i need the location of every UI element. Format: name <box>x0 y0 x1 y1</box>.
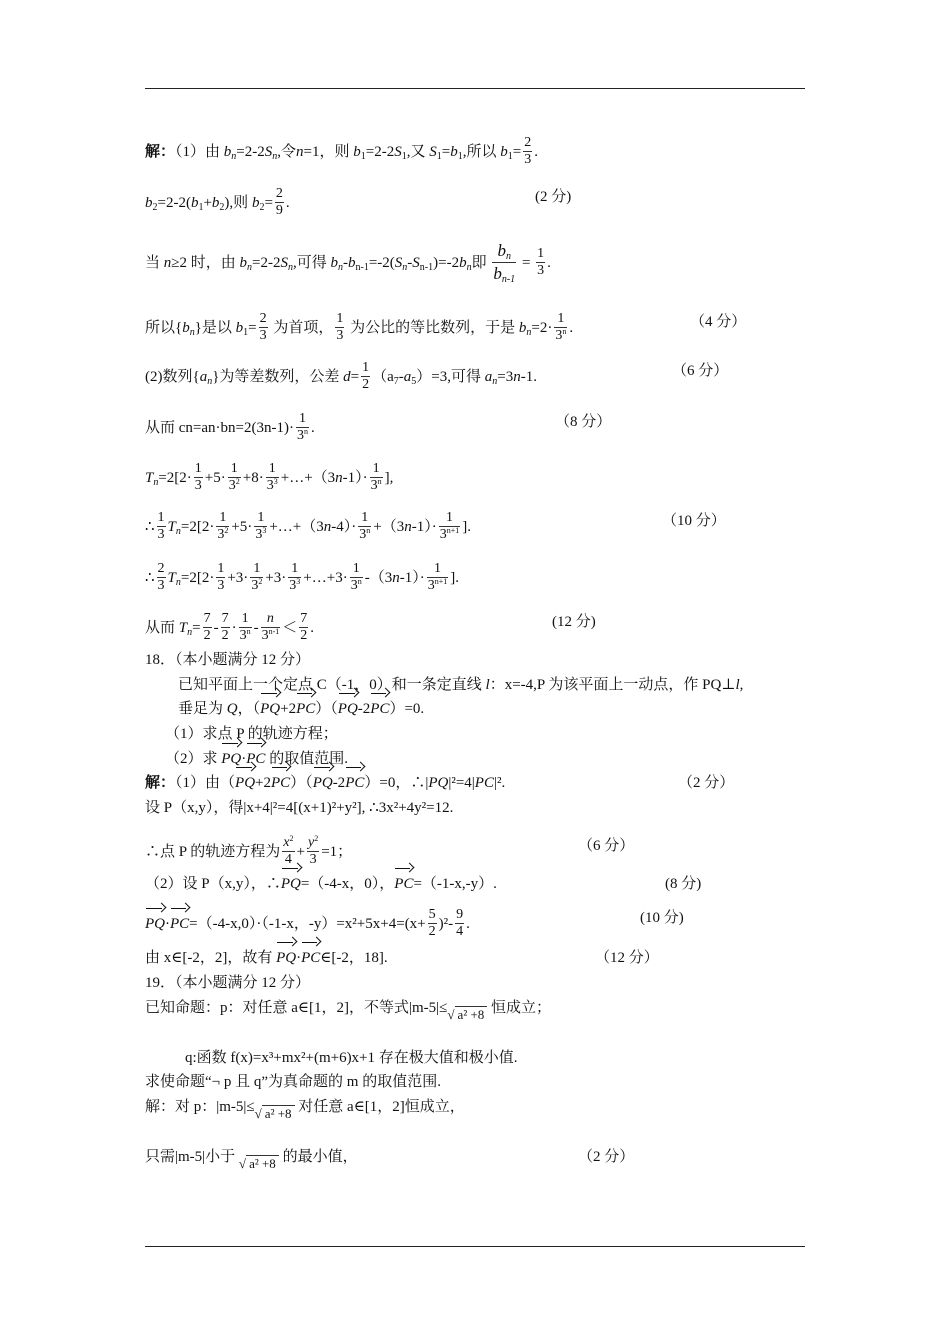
p18-sol-2: 设 P（x,y），得|x+4|²=4[(x+1)²+y²], ∴3x²+4y²=12. <box>145 800 454 816</box>
sol17-line-3: 当 n≥2 时，由 $b_n=2-2S_n$,可得 $b_n-b_{n-1}=-2(S_n-S_{n-1})=-2b_n$即 $\frac{b_n}{b_{n-1}}$ = $\frac{1}{3}$ . <box>145 241 551 285</box>
p18-score-12: （12 分） <box>595 950 659 966</box>
p19-prop-q: q:函数 f(x)=x³+mx²+(m+6)x+1 存在极大值和极小值. <box>185 1050 518 1066</box>
p18-statement-2: 垂足为 Q，（PQ+2PC）（PQ-2PC）=0. <box>178 701 425 717</box>
p19-prop-p: 已知命题：p：对任意 a∈[1，2]，不等式|m-5|≤√ a² +8 恒成立； <box>145 1000 552 1022</box>
score-8: （8 分） <box>555 414 612 430</box>
sol17-line-9: ∴ $\frac{2}{3}$ $T_n=2[2\cdot$ $\frac{1}{3}$ +3· $\frac{1}{3^2}$ +3· $\frac{1}{3^3}$ +…+3· $\frac{1}{3^n}$ -（3n-1）· $\frac{1}{3^{n+1}}$ ]. <box>145 561 459 593</box>
sol17-line-6: 从而 cn=an·bn=2(3n-1)· $\frac{1}{3^n}$ . <box>145 411 315 443</box>
sol17-line-1: 解：（1）由 $b_n=2-2S_n$,令n=1，则 $b_1=2-2S_1$,又 $S_1=b_1$,所以 $b_1=$ $\frac{2}{3}$ . <box>145 135 538 167</box>
p18-sol-4: （2）设 P（x,y），∴PQ=（-4-x，0），PC=（-1-x,-y）. <box>145 876 497 892</box>
p18-sol-5: PQ·PC=（-4-x,0）·（-1-x，-y）=x²+5x+4=(x+ $\frac{5}{2}$ )²- $\frac{9}{4}$ . <box>145 907 470 939</box>
footer-rule <box>145 1246 805 1247</box>
score-10: （10 分） <box>662 513 726 529</box>
p18-score-8: (8 分) <box>665 876 702 892</box>
header-rule <box>145 88 805 89</box>
p18-score-2: （2 分） <box>678 775 735 791</box>
p18-sol-1: 解：（1）由（PQ+2PC）（PQ-2PC）=0，∴|PQ|²=4|PC|². <box>145 775 506 791</box>
sol17-line-7: $T_n=2[2\cdot$ $\frac{1}{3}$ +5· $\frac{1}{3^2}$ +8· $\frac{1}{3^3}$ +…+（3n-1）· $\frac{1}{3^n}$ ], <box>145 461 394 493</box>
score-4: （4 分） <box>690 314 747 330</box>
p18-q1: （1）求点 P 的轨迹方程； <box>165 726 338 742</box>
p18-score-6: （6 分） <box>578 838 635 854</box>
p19-title: 19．（本小题满分 12 分） <box>145 975 311 991</box>
p18-score-10: (10 分) <box>640 910 684 926</box>
p19-ask: 求使命题“¬ p 且 q”为真命题的 m 的取值范围. <box>145 1074 441 1090</box>
sol17-line-2: $b_2=2-2(b_1+b_2)$,则 $b_2=$ $\frac{2}{9}$ . <box>145 186 290 218</box>
score-6: （6 分） <box>672 363 729 379</box>
score-2: (2 分) <box>535 189 572 205</box>
p19-score-2: （2 分） <box>578 1149 635 1165</box>
sol17-line-4: 所以$\{b_n\}$是以 $b_1=$ $\frac{2}{3}$ 为首项， $\frac{1}{3}$ 为公比的等比数列，于是 $b_n=2\cdot$ $\frac{1}{3^n}$ . <box>145 311 574 343</box>
score-12: (12 分) <box>552 614 596 630</box>
p19-sol-1: 解：对 p：|m-5|≤√ a² +8 对任意 a∈[1，2]恒成立， <box>145 1099 465 1121</box>
p18-sol-3: ∴点 P 的轨迹方程为 $\frac{x^2}{4}$ + $\frac{y^2}{3}$ =1； <box>145 834 353 867</box>
p18-title: 18．（本小题满分 12 分） <box>145 652 311 668</box>
p18-statement-1: 已知平面上一个定点 C（-1，0）和一条定直线 l：x=-4,P 为该平面上一动点，作 PQ⊥l, <box>178 677 744 693</box>
sol17-line-8: ∴ $\frac{1}{3}$ $T_n=2[2\cdot$ $\frac{1}{3^2}$ +5· $\frac{1}{3^3}$ +…+（3n-4）· $\frac{1}{3^n}$ +（3n-1）· $\frac{1}{3^{n+1}}$ ]. <box>145 510 471 542</box>
p19-sol-2: 只需|m-5|小于 √ a² +8 的最小值， <box>145 1149 358 1171</box>
p18-q2: （2）求 PQ·PC 的取值范围. <box>165 751 348 767</box>
p18-sol-6: 由 x∈[-2，2]，故有 PQ·PC∈[-2，18]. <box>145 950 388 966</box>
sol17-line-10: 从而 $T_n=$ $\frac{7}{2}$ - $\frac{7}{2}$ · $\frac{1}{3^n}$ - $\frac{n}{3^{n-1}}$ ＜ $\frac{7}{2}$ . <box>145 611 315 643</box>
sol17-line-5: (2)数列$\{a_n\}$为等差数列，公差 d= $\frac{1}{2}$ $(a_7-a_5)=3$,可得 $a_n=3n-1$. <box>145 360 537 392</box>
